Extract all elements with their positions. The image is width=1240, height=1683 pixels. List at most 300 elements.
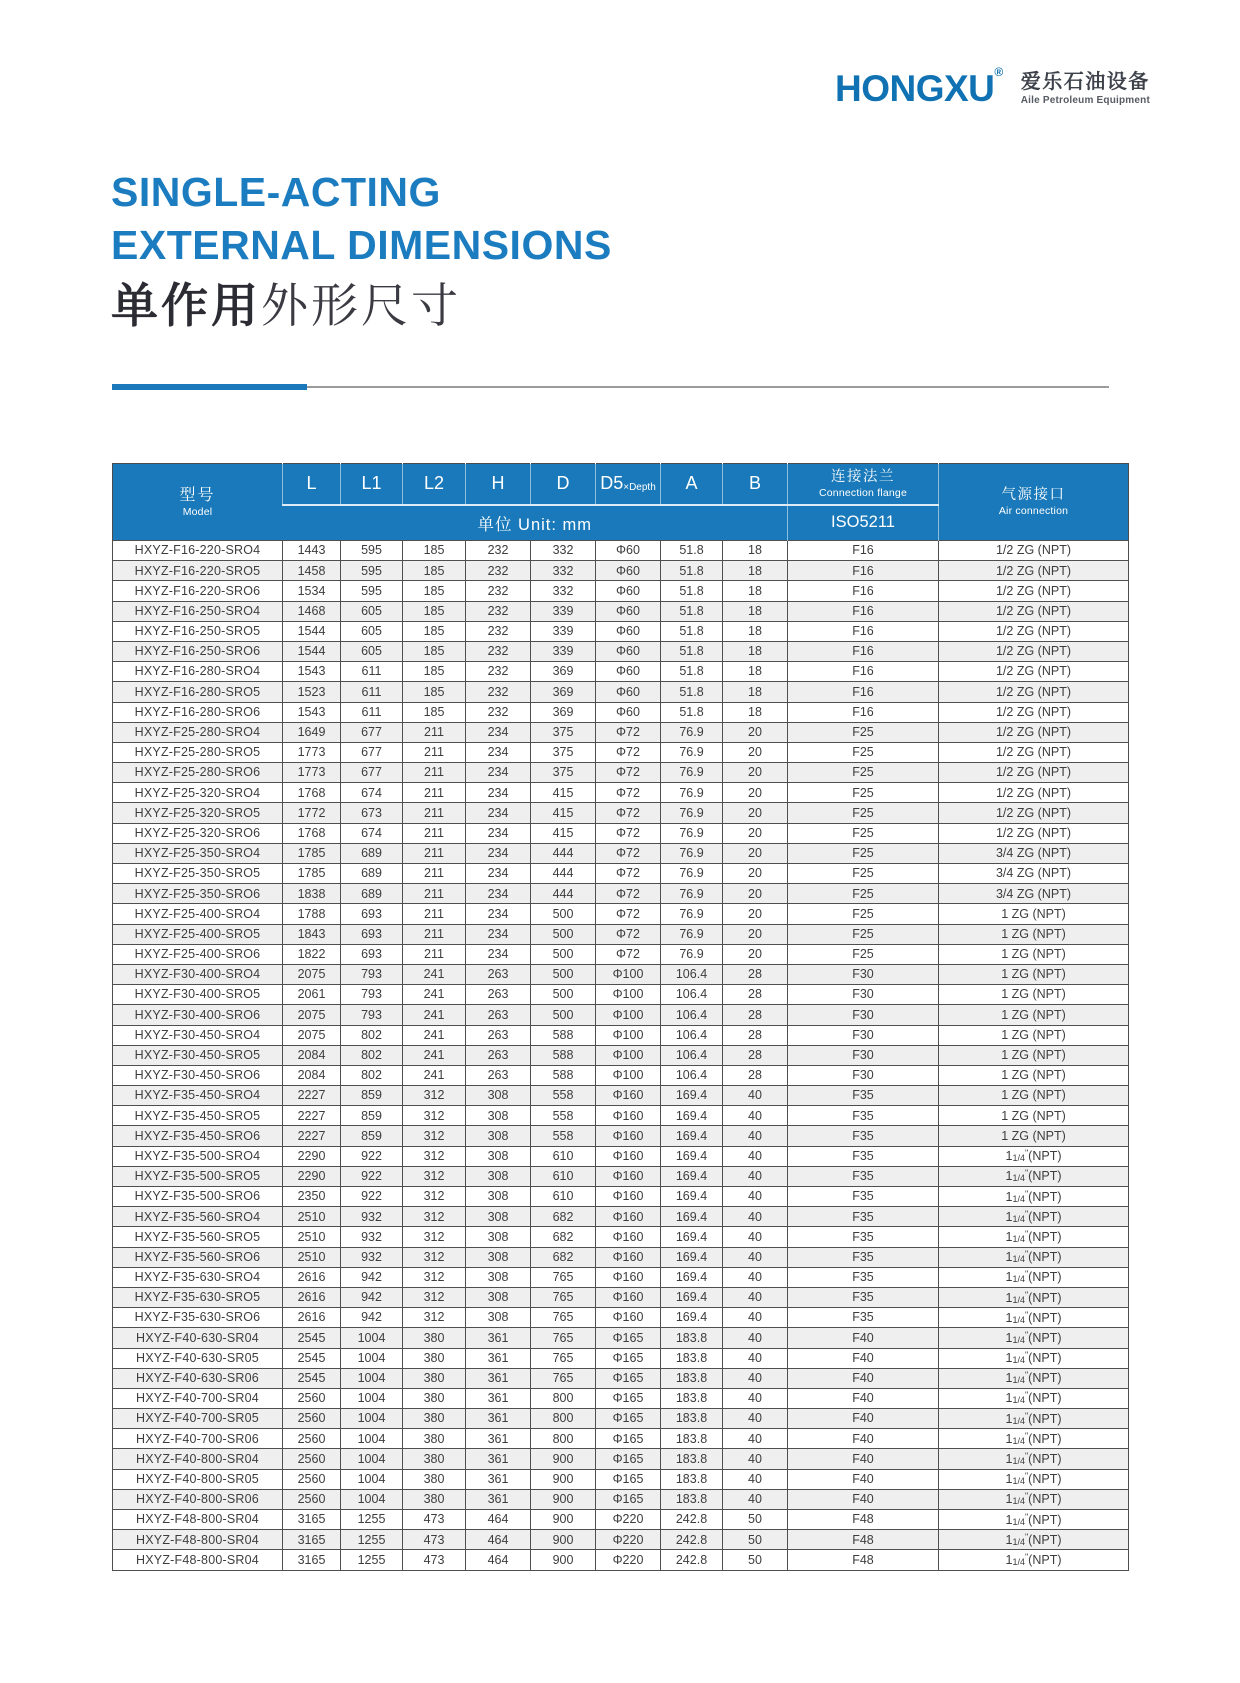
cell-air-connection: 11/4"(NPT) [939,1308,1129,1328]
col-header-D5-depth [596,464,661,505]
cell-H: 361 [466,1429,531,1449]
cell-A: 183.8 [661,1409,723,1429]
cell-connection-flange: F35 [788,1308,939,1328]
cell-A: 51.8 [661,702,723,722]
cell-A: 106.4 [661,1025,723,1045]
table-row [113,1429,1129,1449]
cell-L2: 211 [403,742,466,762]
cell-model: HXYZ-F30-450-SRO6 [113,1065,283,1085]
cell-A: 183.8 [661,1348,723,1368]
cell-model: HXYZ-F48-800-SR04 [113,1510,283,1530]
cell-model: HXYZ-F48-800-SR04 [113,1550,283,1570]
title-cn-light: 外形尺寸 [261,279,461,332]
cell-D5-depth: Φ72 [596,763,661,783]
cell-D: 588 [531,1045,596,1065]
cell-L2: 185 [403,641,466,661]
cell-L2: 241 [403,1025,466,1045]
cell-L: 2084 [283,1065,341,1085]
cell-A: 76.9 [661,783,723,803]
cell-A: 183.8 [661,1449,723,1469]
cell-D5-depth: Φ72 [596,823,661,843]
cell-air-connection: 1/2 ZG (NPT) [939,641,1129,661]
dimensions-table [112,463,1129,1571]
cell-connection-flange: F16 [788,621,939,641]
cell-H: 234 [466,742,531,762]
cell-L: 2510 [283,1207,341,1227]
table-row [113,1308,1129,1328]
cell-L2: 380 [403,1489,466,1509]
header-row-1 [113,464,1129,505]
table-row [113,904,1129,924]
cell-L2: 185 [403,601,466,621]
registered-trademark-icon: ® [994,65,1003,79]
table-row [113,722,1129,742]
cell-L1: 859 [341,1106,403,1126]
table-row [113,1025,1129,1045]
cell-H: 464 [466,1510,531,1530]
cell-B: 18 [723,662,788,682]
cell-L1: 1004 [341,1348,403,1368]
cell-air-connection: 11/4"(NPT) [939,1166,1129,1186]
cell-D5-depth: Φ165 [596,1429,661,1449]
cell-L2: 312 [403,1166,466,1186]
air-header-en: Air connection [998,505,1069,518]
col-header-L1: L1 [341,464,403,505]
cell-L2: 312 [403,1187,466,1207]
table-row [113,884,1129,904]
brand-cn-name: 爱乐石油设备 [1020,71,1150,93]
cell-L1: 932 [341,1207,403,1227]
table-row [113,1065,1129,1085]
cell-connection-flange: F40 [788,1449,939,1469]
table-row [113,1045,1129,1065]
cell-model: HXYZ-F16-280-SRO4 [113,662,283,682]
cell-L1: 595 [341,581,403,601]
cell-L1: 1004 [341,1368,403,1388]
cell-L1: 595 [341,541,403,561]
cell-H: 308 [466,1267,531,1287]
table-row [113,541,1129,561]
cell-air-connection: 1/2 ZG (NPT) [939,702,1129,722]
cell-H: 308 [466,1106,531,1126]
cell-L: 1785 [283,843,341,863]
cell-L: 2545 [283,1348,341,1368]
cell-B: 40 [723,1187,788,1207]
cell-H: 361 [466,1348,531,1368]
cell-H: 308 [466,1247,531,1267]
cell-L2: 312 [403,1247,466,1267]
cell-air-connection: 11/4"(NPT) [939,1449,1129,1469]
cell-L: 1838 [283,884,341,904]
table-row [113,1510,1129,1530]
cell-L2: 312 [403,1287,466,1307]
cell-D: 369 [531,702,596,722]
cell-L: 2227 [283,1106,341,1126]
cell-B: 28 [723,964,788,984]
table-row [113,682,1129,702]
cell-H: 232 [466,662,531,682]
cell-D5-depth: Φ100 [596,1045,661,1065]
cell-D5-depth: Φ72 [596,803,661,823]
table-row [113,803,1129,823]
cell-model: HXYZ-F40-800-SR05 [113,1469,283,1489]
cell-connection-flange: F40 [788,1489,939,1509]
cell-L1: 611 [341,682,403,702]
cell-D5-depth: Φ60 [596,581,661,601]
cell-D5-depth: Φ160 [596,1146,661,1166]
cell-B: 20 [723,904,788,924]
cell-L1: 932 [341,1247,403,1267]
cell-air-connection: 11/4"(NPT) [939,1146,1129,1166]
table-row [113,843,1129,863]
cell-L1: 674 [341,823,403,843]
cell-D5-depth: Φ160 [596,1166,661,1186]
cell-D: 339 [531,601,596,621]
cell-L2: 473 [403,1510,466,1530]
cell-B: 40 [723,1166,788,1186]
cell-D5-depth: Φ72 [596,722,661,742]
cell-D5-depth: Φ165 [596,1328,661,1348]
cell-B: 40 [723,1348,788,1368]
cell-model: HXYZ-F35-560-SRO5 [113,1227,283,1247]
cell-B: 40 [723,1106,788,1126]
cell-air-connection: 1/2 ZG (NPT) [939,541,1129,561]
cell-H: 263 [466,1065,531,1085]
cell-model: HXYZ-F30-450-SRO4 [113,1025,283,1045]
cell-L2: 211 [403,783,466,803]
cell-L2: 380 [403,1328,466,1348]
cell-D5-depth: Φ60 [596,662,661,682]
cell-L: 2075 [283,1005,341,1025]
cell-D5-depth: Φ60 [596,561,661,581]
cell-A: 169.4 [661,1267,723,1287]
cell-A: 76.9 [661,944,723,964]
cell-model: HXYZ-F40-630-SR06 [113,1368,283,1388]
cell-D: 765 [531,1287,596,1307]
cell-connection-flange: F25 [788,722,939,742]
cell-B: 40 [723,1247,788,1267]
cell-L1: 859 [341,1086,403,1106]
cell-H: 234 [466,944,531,964]
cell-model: HXYZ-F40-630-SR04 [113,1328,283,1348]
cell-connection-flange: F25 [788,924,939,944]
cell-model: HXYZ-F16-250-SRO5 [113,621,283,641]
table-row [113,581,1129,601]
cell-air-connection: 11/4"(NPT) [939,1247,1129,1267]
cell-connection-flange: F25 [788,944,939,964]
cell-L: 1543 [283,702,341,722]
brand-en-name: Aile Petroleum Equipment [1020,95,1150,106]
cell-H: 308 [466,1227,531,1247]
cell-L2: 312 [403,1126,466,1146]
cell-H: 361 [466,1368,531,1388]
cell-L1: 922 [341,1146,403,1166]
cell-A: 242.8 [661,1530,723,1550]
cell-connection-flange: F30 [788,1005,939,1025]
cell-L1: 693 [341,904,403,924]
cell-connection-flange: F40 [788,1469,939,1489]
cell-model: HXYZ-F30-400-SRO6 [113,1005,283,1025]
table-row [113,662,1129,682]
cell-D5-depth: Φ72 [596,864,661,884]
cell-air-connection: 11/4"(NPT) [939,1530,1129,1550]
table-row [113,1146,1129,1166]
cell-L: 2227 [283,1086,341,1106]
cell-L: 2616 [283,1287,341,1307]
cell-H: 234 [466,783,531,803]
cell-D: 415 [531,803,596,823]
cell-L: 2560 [283,1429,341,1449]
cell-air-connection: 11/4"(NPT) [939,1267,1129,1287]
cell-L2: 241 [403,985,466,1005]
cell-L2: 185 [403,561,466,581]
cell-L2: 380 [403,1348,466,1368]
cell-L: 2350 [283,1187,341,1207]
cell-D: 588 [531,1065,596,1085]
cell-L: 1788 [283,904,341,924]
cell-H: 232 [466,702,531,722]
cell-model: HXYZ-F40-630-SR05 [113,1348,283,1368]
cell-D: 588 [531,1025,596,1045]
cell-L: 2227 [283,1126,341,1146]
cell-L2: 185 [403,541,466,561]
table-row [113,1348,1129,1368]
cell-D5-depth: Φ100 [596,1005,661,1025]
title-cn [111,279,1111,333]
cell-connection-flange: F30 [788,1065,939,1085]
cell-B: 20 [723,924,788,944]
cell-D5-depth: Φ160 [596,1106,661,1126]
cell-connection-flange: F30 [788,1045,939,1065]
cell-D5-depth: Φ165 [596,1489,661,1509]
cell-D: 765 [531,1308,596,1328]
cell-D5-depth: Φ72 [596,904,661,924]
cell-L1: 922 [341,1187,403,1207]
cell-H: 263 [466,964,531,984]
cell-air-connection: 1 ZG (NPT) [939,924,1129,944]
cell-D: 610 [531,1166,596,1186]
col-header-L2: L2 [403,464,466,505]
cell-H: 232 [466,601,531,621]
cell-model: HXYZ-F40-700-SR06 [113,1429,283,1449]
cell-model: HXYZ-F40-800-SR06 [113,1489,283,1509]
table-row [113,924,1129,944]
cell-B: 40 [723,1368,788,1388]
cell-air-connection: 3/4 ZG (NPT) [939,843,1129,863]
cell-L2: 380 [403,1409,466,1429]
cell-D5-depth: Φ72 [596,924,661,944]
cell-H: 234 [466,924,531,944]
cell-L1: 689 [341,864,403,884]
cell-L: 1544 [283,641,341,661]
cell-A: 76.9 [661,884,723,904]
cell-connection-flange: F25 [788,763,939,783]
cell-connection-flange: F35 [788,1267,939,1287]
table-row [113,1469,1129,1489]
table-row [113,1187,1129,1207]
table-row [113,601,1129,621]
cell-D: 500 [531,924,596,944]
cell-L2: 380 [403,1429,466,1449]
cell-L1: 611 [341,702,403,722]
cell-L: 2560 [283,1489,341,1509]
cell-air-connection: 11/4"(NPT) [939,1429,1129,1449]
cell-H: 234 [466,823,531,843]
cell-air-connection: 11/4"(NPT) [939,1510,1129,1530]
cell-L2: 211 [403,884,466,904]
cell-L1: 677 [341,742,403,762]
cell-D: 610 [531,1146,596,1166]
cell-D: 444 [531,843,596,863]
cell-H: 232 [466,581,531,601]
table-row [113,1550,1129,1570]
cell-connection-flange: F25 [788,843,939,863]
cell-A: 183.8 [661,1469,723,1489]
cell-A: 169.4 [661,1227,723,1247]
cell-D: 339 [531,621,596,641]
cell-B: 40 [723,1267,788,1287]
cell-B: 18 [723,601,788,621]
cell-B: 50 [723,1550,788,1570]
cell-connection-flange: F25 [788,904,939,924]
d5-label: D5 [600,473,624,494]
cell-L2: 185 [403,682,466,702]
cell-L1: 677 [341,763,403,783]
cell-A: 76.9 [661,864,723,884]
cell-connection-flange: F35 [788,1086,939,1106]
cell-L: 2084 [283,1045,341,1065]
cell-D5-depth: Φ165 [596,1368,661,1388]
cell-H: 308 [466,1187,531,1207]
cell-model: HXYZ-F30-400-SRO4 [113,964,283,984]
cell-L1: 605 [341,621,403,641]
cell-connection-flange: F25 [788,803,939,823]
cell-model: HXYZ-F16-250-SRO4 [113,601,283,621]
cell-D: 558 [531,1106,596,1126]
table-row [113,1449,1129,1469]
cell-connection-flange: F16 [788,682,939,702]
cell-A: 242.8 [661,1510,723,1530]
table-row [113,1388,1129,1408]
table-row [113,985,1129,1005]
col-header-D: D [531,464,596,505]
cell-model: HXYZ-F35-630-SRO6 [113,1308,283,1328]
cell-model: HXYZ-F40-800-SR04 [113,1449,283,1469]
cell-H: 234 [466,722,531,742]
cell-air-connection: 11/4"(NPT) [939,1207,1129,1227]
cell-L1: 859 [341,1126,403,1146]
cell-A: 76.9 [661,742,723,762]
cell-L: 1543 [283,662,341,682]
cell-L2: 241 [403,964,466,984]
cell-air-connection: 3/4 ZG (NPT) [939,864,1129,884]
cell-L1: 793 [341,1005,403,1025]
cell-D5-depth: Φ160 [596,1287,661,1307]
cell-air-connection: 11/4"(NPT) [939,1287,1129,1307]
cell-H: 361 [466,1489,531,1509]
cell-L: 1523 [283,682,341,702]
cell-connection-flange: F35 [788,1247,939,1267]
cell-model: HXYZ-F25-320-SRO4 [113,783,283,803]
cell-D: 900 [531,1550,596,1570]
cell-L1: 942 [341,1308,403,1328]
cell-model: HXYZ-F16-280-SRO5 [113,682,283,702]
cell-A: 51.8 [661,662,723,682]
cell-D: 500 [531,964,596,984]
cell-connection-flange: F48 [788,1530,939,1550]
cell-B: 18 [723,682,788,702]
cell-L: 1768 [283,823,341,843]
cell-connection-flange: F30 [788,964,939,984]
cell-L1: 942 [341,1267,403,1287]
cell-L2: 312 [403,1267,466,1287]
cell-H: 234 [466,843,531,863]
cell-A: 183.8 [661,1388,723,1408]
cell-L1: 689 [341,843,403,863]
brand-names [1021,70,1150,106]
cell-model: HXYZ-F35-450-SRO4 [113,1086,283,1106]
cell-D: 900 [531,1449,596,1469]
cell-B: 28 [723,1005,788,1025]
cell-D5-depth: Φ72 [596,742,661,762]
cell-L2: 241 [403,1045,466,1065]
cell-model: HXYZ-F16-280-SRO6 [113,702,283,722]
cell-B: 18 [723,581,788,601]
cell-L: 2616 [283,1308,341,1328]
cell-L2: 185 [403,621,466,641]
cell-D: 682 [531,1207,596,1227]
col-header-A: A [661,464,723,505]
cell-B: 20 [723,722,788,742]
cell-model: HXYZ-F35-450-SRO6 [113,1126,283,1146]
table-row [113,864,1129,884]
cell-D: 415 [531,783,596,803]
cell-connection-flange: F35 [788,1227,939,1247]
cell-H: 308 [466,1207,531,1227]
cell-B: 40 [723,1146,788,1166]
cell-L: 1773 [283,742,341,762]
cell-L: 1649 [283,722,341,742]
table-row [113,1328,1129,1348]
cell-connection-flange: F35 [788,1146,939,1166]
cell-L: 2560 [283,1388,341,1408]
cell-D5-depth: Φ60 [596,641,661,661]
cell-air-connection: 1 ZG (NPT) [939,1106,1129,1126]
cell-L2: 473 [403,1550,466,1570]
cell-D5-depth: Φ72 [596,944,661,964]
cell-L1: 605 [341,641,403,661]
cell-B: 20 [723,742,788,762]
cell-D5-depth: Φ72 [596,783,661,803]
cell-A: 106.4 [661,1065,723,1085]
cell-L1: 932 [341,1227,403,1247]
cell-H: 308 [466,1166,531,1186]
cell-H: 361 [466,1388,531,1408]
cell-air-connection: 11/4"(NPT) [939,1550,1129,1570]
cell-A: 51.8 [661,621,723,641]
cell-L: 1544 [283,621,341,641]
cell-H: 361 [466,1328,531,1348]
cell-L2: 380 [403,1449,466,1469]
cell-L1: 1004 [341,1489,403,1509]
cell-model: HXYZ-F25-350-SRO4 [113,843,283,863]
model-header-cn: 型号 [179,486,216,504]
cell-connection-flange: F48 [788,1550,939,1570]
cell-L: 2560 [283,1449,341,1469]
cell-L2: 312 [403,1227,466,1247]
table-row [113,641,1129,661]
cell-air-connection: 1/2 ZG (NPT) [939,783,1129,803]
